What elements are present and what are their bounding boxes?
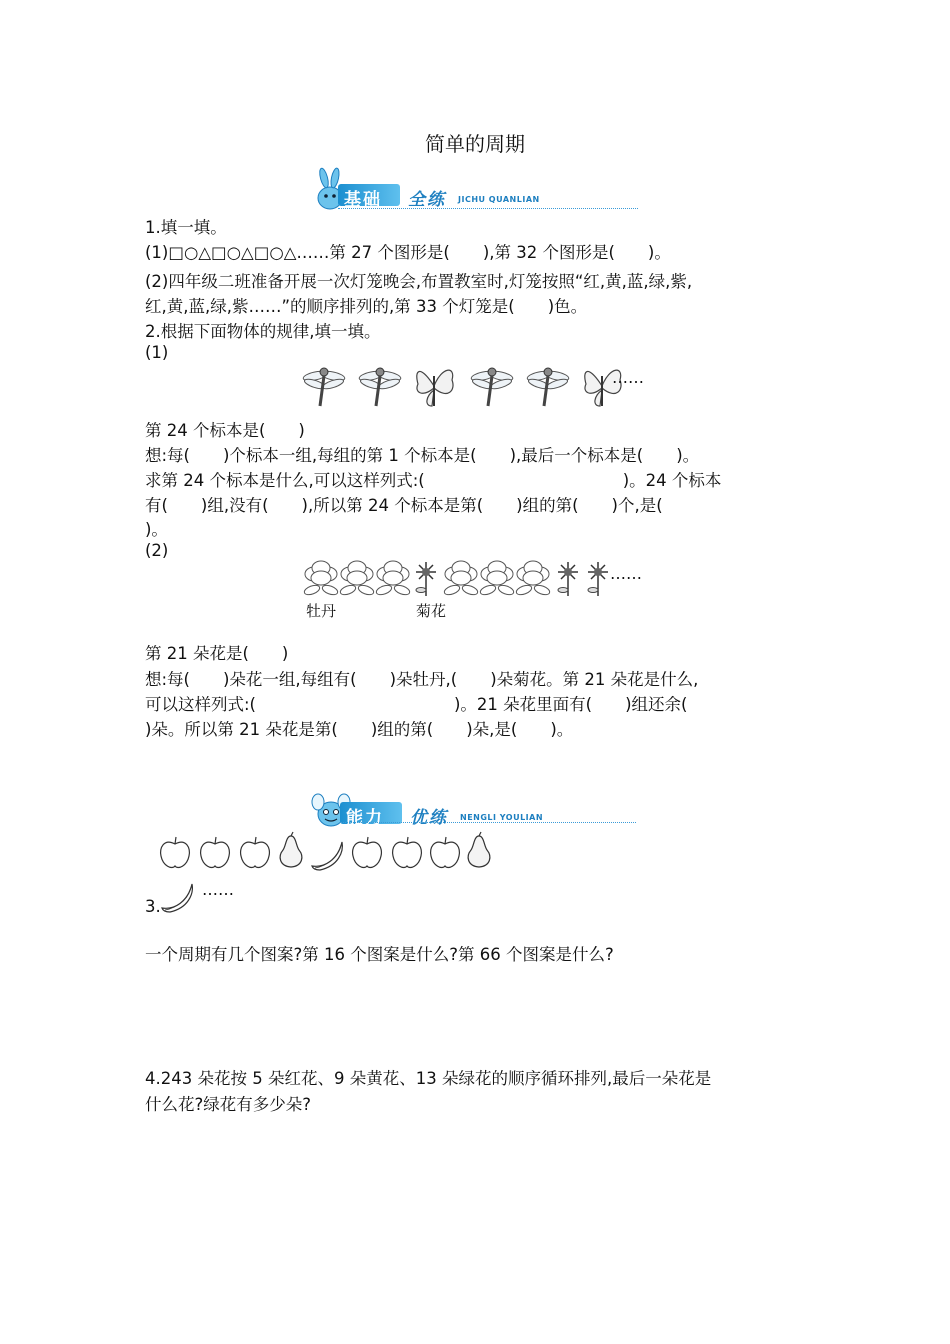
apple-icon [428, 834, 462, 870]
peony-icon [516, 560, 550, 598]
banner-label: 基础 [344, 190, 382, 210]
q2-part1-label: (1) [145, 343, 169, 362]
flower-label-peony: 牡丹 [306, 602, 337, 620]
peony-icon [304, 560, 338, 598]
banner-label-2: 优练 [410, 808, 448, 828]
apple-icon [238, 834, 272, 870]
q4-line1: 4.243 朵花按 5 朵红花、9 朵黄花、13 朵绿花的顺序循环排列,最后一朵花是 [145, 1069, 712, 1088]
q2-heading: 2.根据下面物体的规律,填一填。 [145, 322, 381, 341]
section-banner-basic [308, 170, 638, 214]
apple-icon [158, 834, 192, 870]
q2-part2-line3: 可以这样列式:( )。21 朵花里面有( )组还余( [145, 695, 688, 714]
banana-icon [160, 880, 194, 912]
insect-sequence [300, 362, 660, 410]
flower-ellipsis: …… [610, 564, 642, 583]
dragonfly-icon [470, 362, 514, 408]
banana-icon [310, 838, 344, 870]
chrysanthemum-icon [554, 560, 582, 598]
dragonfly-icon [526, 362, 570, 408]
apple-icon [350, 834, 384, 870]
peony-icon [340, 560, 374, 598]
q2-part1-line1: 第 24 个标本是( ) [145, 421, 305, 440]
page-title: 简单的周期 [425, 132, 525, 156]
q2-part1-line3: 求第 24 个标本是什么,可以这样列式:( )。24 个标本 [145, 471, 722, 490]
butterfly-icon [412, 362, 458, 410]
pear-icon [276, 832, 306, 870]
q1-sub2-line1: (2)四年级二班准备开展一次灯笼晚会,布置教室时,灯笼按照“红,黄,蓝,绿,紫, [145, 272, 693, 291]
q2-part2-line2: 想:每( )朵花一组,每组有( )朵牡丹,( )朵菊花。第 21 朵花是什么, [145, 670, 699, 689]
q2-part1-line5: )。 [145, 520, 168, 539]
flower-label-chrysanthemum: 菊花 [416, 602, 447, 620]
q1-sub1: (1)□○△□○△□○△……第 27 个图形是( ),第 32 个图形是( )。 [145, 243, 671, 262]
dragonfly-icon [302, 362, 346, 408]
q3-question: 一个周期有几个图案?第 16 个图案是什么?第 66 个图案是什么? [145, 945, 614, 964]
banner-pinyin: NENGLI YOULIAN [460, 813, 544, 822]
fruit-sequence [158, 834, 498, 874]
fruit-ellipsis: …… [202, 880, 234, 899]
pear-icon [464, 832, 494, 870]
chrysanthemum-icon [412, 560, 440, 598]
q2-part2-line4: )朵。所以第 21 朵花是第( )组的第( )朵,是( )。 [145, 720, 574, 739]
peony-icon [376, 560, 410, 598]
apple-icon [390, 834, 424, 870]
q2-part2-label: (2) [145, 541, 169, 560]
q2-part1-line4: 有( )组,没有( ),所以第 24 个标本是第( )组的第( )个,是( [145, 496, 663, 515]
q1-heading: 1.填一填。 [145, 218, 227, 237]
peony-icon [480, 560, 514, 598]
q2-part2-line1: 第 21 朵花是( ) [145, 644, 289, 663]
section-banner-ability [310, 788, 640, 832]
banner-label: 能力 [346, 808, 384, 828]
banner-pinyin: JICHU QUANLIAN [458, 195, 540, 204]
banner-label-2: 全练 [408, 190, 446, 210]
chrysanthemum-icon [584, 560, 612, 598]
dragonfly-icon [358, 362, 402, 408]
peony-icon [444, 560, 478, 598]
q2-part1-line2: 想:每( )个标本一组,每组的第 1 个标本是( ),最后一个标本是( )。 [145, 446, 700, 465]
q3-number: 3. [145, 897, 161, 916]
apple-icon [198, 834, 232, 870]
q1-sub2-line2: 红,黄,蓝,绿,紫……”的顺序排列的,第 33 个灯笼是( )色。 [145, 297, 588, 316]
q4-line2: 什么花?绿花有多少朵? [145, 1095, 312, 1114]
insect-ellipsis: …… [612, 368, 644, 387]
flower-sequence [304, 560, 664, 626]
